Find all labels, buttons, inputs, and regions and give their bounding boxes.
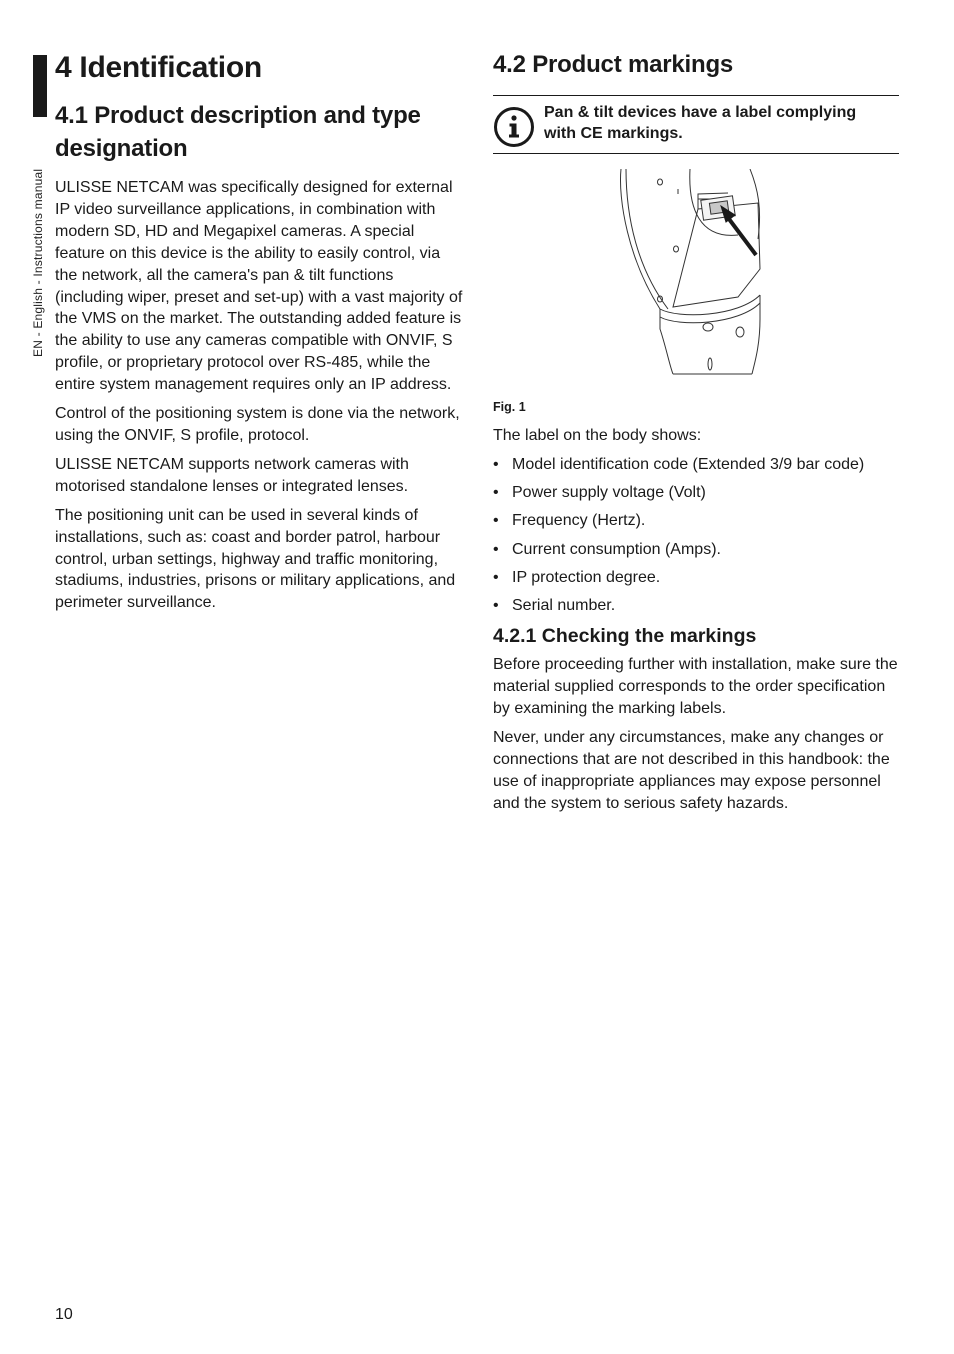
info-note-box <box>493 95 899 154</box>
pan-tilt-device-illustration <box>618 169 768 377</box>
section-4-2-1-title: 4.2.1 Checking the markings <box>493 625 757 648</box>
list-item: • Frequency (Hertz). <box>493 510 899 532</box>
info-note-text: Pan & tilt devices have a label complying with CE markings. <box>544 104 857 142</box>
paragraph-control: Control of the positioning system is done via the network, using the ONVIF, S profile, protocol. <box>55 405 460 444</box>
bullet: • <box>493 484 499 502</box>
list-item: • Current consumption (Amps). <box>493 539 899 561</box>
bullet: • <box>493 568 499 586</box>
chapter-marker-bar <box>33 55 47 117</box>
right-column <box>493 48 899 814</box>
paragraph-installations: The positioning unit can be used in several kinds of installations, such as: coast and border patrol, harbour control, urban settings, highway and traffic monitoring, stadiums, industries, prisons or military applications, and perimeter surveillance. <box>55 506 456 612</box>
paragraph-checking: Before proceeding further with installation, make sure the material supplied corresponds to the order specification by examining the marking labels. <box>493 656 898 717</box>
list-item: • Power supply voltage (Volt) <box>493 482 899 504</box>
section-4-1-title: 4.1 Product description and type designation <box>55 102 421 162</box>
info-icon <box>493 106 535 148</box>
section-4-2-title: 4.2 Product markings <box>493 51 734 78</box>
chapter-title: 4 Identification <box>55 51 262 84</box>
label-intro-text: The label on the body shows: <box>493 427 702 444</box>
figure-caption: Fig. 1 <box>493 400 526 414</box>
paragraph-lenses: ULISSE NETCAM supports network cameras with motorised standalone lenses or integrated lenses. <box>55 455 409 495</box>
left-column <box>55 48 465 614</box>
list-item: • Model identification code (Extended 3/9 bar code) <box>493 454 899 476</box>
list-item: • IP protection degree. <box>493 567 899 589</box>
page-number: 10 <box>55 1306 73 1323</box>
figure-product-label <box>493 169 899 377</box>
list-item: • Serial number. <box>493 595 899 617</box>
paragraph-description: ULISSE NETCAM was specifically designed for external IP video surveillance applications, in combination with modern SD, HD and Megapixel cameras. A special feature on this device is the ability to easily control, via the network, all the camera's pan & tilt functions (including wiper, preset and set-up) with a vast majority of the VMS on the market. The outstanding added feature is the ability to use any cameras compatible with ONVIF, S profile, or proprietary protocol over RS-485, while the entire system management requires only an IP address. <box>55 179 463 394</box>
bullet: • <box>493 540 499 558</box>
paragraph-warning: Never, under any circumstances, make any changes or connections that are not described in this handbook: the use of inappropriate appliances may expose personnel and the system to serious safety hazards. <box>493 728 890 812</box>
marking-list <box>493 454 899 617</box>
bullet: • <box>493 455 499 473</box>
bullet: • <box>493 512 499 530</box>
side-running-label: EN - English - Instructions manual <box>31 168 45 357</box>
bullet: • <box>493 596 499 614</box>
